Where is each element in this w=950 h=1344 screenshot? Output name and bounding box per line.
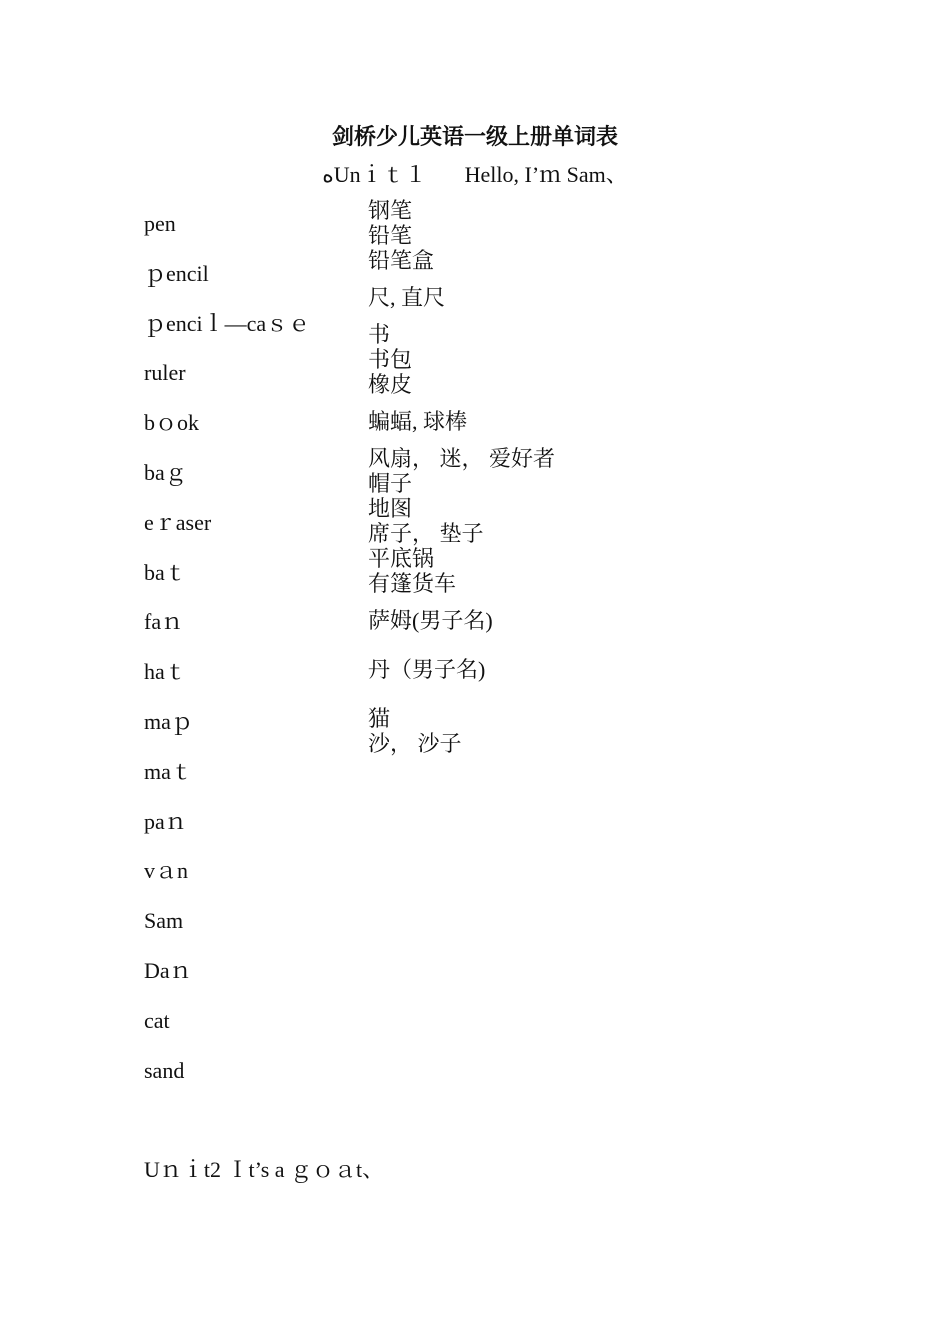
word-hat: haｔ bbox=[144, 659, 187, 685]
meaning-item: 钢笔 bbox=[368, 198, 413, 223]
word-map: maｐ bbox=[144, 708, 193, 734]
unit2-heading: Uｎｉt2 Ｉt’s a ｇｏａt、 bbox=[144, 1157, 385, 1182]
word-pencil: ｐencil bbox=[144, 260, 209, 286]
english-word-list bbox=[144, 208, 364, 1104]
page-title: 剑桥少儿英语一级上册单词表 bbox=[331, 124, 618, 149]
word-mat: maｔ bbox=[144, 758, 193, 784]
meaning-item: 蝙蝠, 球棒 bbox=[368, 409, 468, 434]
meaning-item: 铅笔盒 bbox=[368, 248, 435, 273]
meaning-item: 地图 bbox=[368, 496, 413, 521]
word-pen: pen bbox=[144, 211, 176, 236]
word-ruler: ruler bbox=[144, 360, 186, 386]
word-fan: faｎ bbox=[144, 609, 184, 635]
meaning-item: 有篷货车 bbox=[368, 571, 457, 596]
word-eraser: eｒaser bbox=[144, 509, 212, 535]
unit1-heading bbox=[0, 160, 950, 190]
meaning-item: 书 bbox=[368, 322, 391, 347]
word-sand: sand bbox=[144, 1057, 185, 1083]
meaning-item: 风扇， 迷， 爱好者 bbox=[368, 446, 556, 471]
meaning-item: 丹（男子名) bbox=[368, 657, 486, 682]
meaning-item: 书包 bbox=[368, 347, 413, 372]
word-book: bｏok bbox=[144, 410, 200, 436]
unit1-subtitle: Hello, I’ｍ Sam、 bbox=[464, 162, 628, 187]
word-pan: paｎ bbox=[144, 808, 187, 834]
meaning-item: 橡皮 bbox=[368, 372, 413, 397]
meaning-item: 平底锅 bbox=[368, 546, 435, 571]
word-sam: Sam bbox=[144, 908, 184, 934]
word-dan: Daｎ bbox=[144, 957, 192, 983]
word-pencil-case: ｐenciｌ—caｓｅ bbox=[144, 310, 311, 336]
meaning-item: 萨姆(男子名) bbox=[368, 608, 493, 633]
word-bat: baｔ bbox=[144, 559, 187, 585]
meaning-item: 沙， 沙子 bbox=[368, 731, 462, 756]
meaning-item: 铅笔 bbox=[368, 223, 413, 248]
word-van: vａn bbox=[144, 858, 189, 884]
word-cat: cat bbox=[144, 1007, 170, 1033]
chinese-meaning-list bbox=[368, 198, 768, 756]
meaning-item: 尺, 直尺 bbox=[368, 285, 446, 310]
meaning-item: 席子， 垫子 bbox=[368, 521, 484, 546]
meaning-item: 猫 bbox=[368, 706, 391, 731]
word-bag: baｇ bbox=[144, 459, 187, 485]
unit1-label: ﻩUnｉｔ１ bbox=[322, 162, 427, 187]
meaning-item: 帽子 bbox=[368, 471, 413, 496]
